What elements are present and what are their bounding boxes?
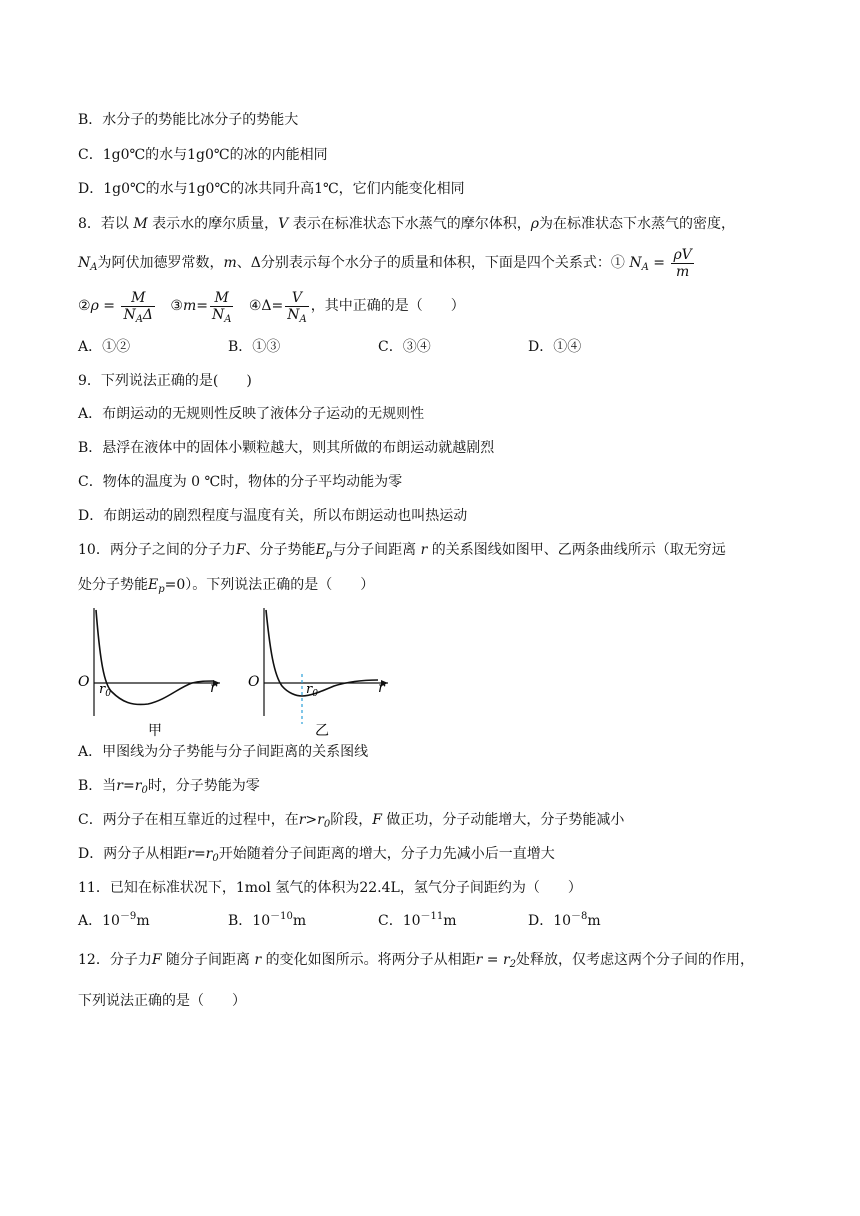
q12-stem-line1: 12．分子力F 随分子间距离 r 的变化如图所示。将两分子从相距$r = r_2$处释放，仅考虑这两个分子间的作用，	[78, 952, 755, 970]
jia-origin-label: O	[78, 674, 90, 690]
q8-option-d: D．①④	[528, 339, 582, 355]
q8-option-c: C．③④	[378, 339, 431, 355]
jia-axis-label: r	[210, 680, 217, 696]
yi-axis-label: r	[378, 680, 385, 696]
relation-1: $N_A$ = $\frac{\rho V}{m}$	[629, 246, 692, 280]
q10-option-a: A．甲图线为分子势能与分子间距离的关系图线	[78, 744, 369, 760]
q7-option-c: C．1g0℃的水与1g0℃的冰的内能相同	[78, 147, 328, 163]
q7-option-d: D．1g0℃的水与1g0℃的冰共同升高1℃，它们内能变化相同	[78, 181, 465, 197]
q11-stem: 11．已知在标准状况下，1mol 氢气的体积为22.4L，氢气分子间距约为（ ）	[78, 880, 582, 896]
q10-option-c: C．两分子在相互靠近的过程中，在$r>r_0$阶段，F 做正功，分子动能增大，分子势能减小	[78, 812, 625, 830]
jia-r0-label: $r_0$	[99, 682, 111, 699]
q11-option-c: C．$10^{-11}m$	[378, 911, 457, 929]
q9-stem: 9．下列说法正确的是( )	[78, 373, 252, 389]
q10-option-d: D．两分子从相距$r=r_0$开始随着分子间距离的增大，分子力先减小后一直增大	[78, 846, 555, 864]
yi-origin-label: O	[248, 674, 260, 690]
q8-option-a: A．①②	[78, 339, 131, 355]
q8-relations-line: ②ρ = $\frac{M}{N_A\Delta}$ ③m= $\frac{M}{N_A}$ ④Δ= $\frac{V}{N_A}$ ，其中正确的是（ ）	[78, 289, 465, 325]
q12-stem-line2: 下列说法正确的是（ ）	[78, 993, 246, 1009]
q9-option-c: C．物体的温度为 0 ℃时，物体的分子平均动能为零	[78, 474, 403, 490]
yi-r0-label: $r_0$	[306, 682, 318, 699]
q11-option-b: B．$10^{-10}m$	[228, 911, 307, 929]
q10-option-b: B．当$r=r_0$时，分子势能为零	[78, 778, 260, 796]
q9-option-b: B．悬浮在液体中的固体小颗粒越大，则其所做的布朗运动就越剧烈	[78, 440, 495, 456]
graph-jia	[78, 608, 220, 739]
q10-stem-line2: 处分子势能$E_p=0$）。下列说法正确的是（ ）	[78, 577, 375, 595]
q8-option-b: B．①③	[228, 339, 281, 355]
q10-stem-line1: 10．两分子之间的分子力F、分子势能$E_p$与分子间距离 r 的关系图线如图甲、乙两条曲线所示（取无穷远	[78, 542, 726, 560]
jia-caption: 甲	[148, 723, 162, 739]
q9-option-a: A．布朗运动的无规则性反映了液体分子运动的无规则性	[78, 406, 425, 422]
graph-yi	[248, 608, 388, 739]
q7-option-b: B．水分子的势能比冰分子的势能大	[78, 112, 299, 128]
q10-figure	[74, 600, 404, 740]
q9-option-d: D．布朗运动的剧烈程度与温度有关，所以布朗运动也叫热运动	[78, 508, 468, 524]
q8-stem-line2: $N_A$为阿伏加德罗常数，m、Δ分别表示每个水分子的质量和体积，下面是四个关系式：① $N_A$ = $\frac{\rho V}{m}$	[78, 246, 696, 280]
yi-caption: 乙	[315, 723, 329, 739]
q8-stem-line1: 8．若以 M 表示水的摩尔质量，V 表示在标准状态下水蒸气的摩尔体积，ρ为在标准状态下水蒸气的密度，	[78, 216, 735, 232]
q11-option-d: D．$10^{-8}m$	[528, 911, 601, 929]
q11-option-a: A．$10^{-9}m$	[78, 911, 150, 929]
